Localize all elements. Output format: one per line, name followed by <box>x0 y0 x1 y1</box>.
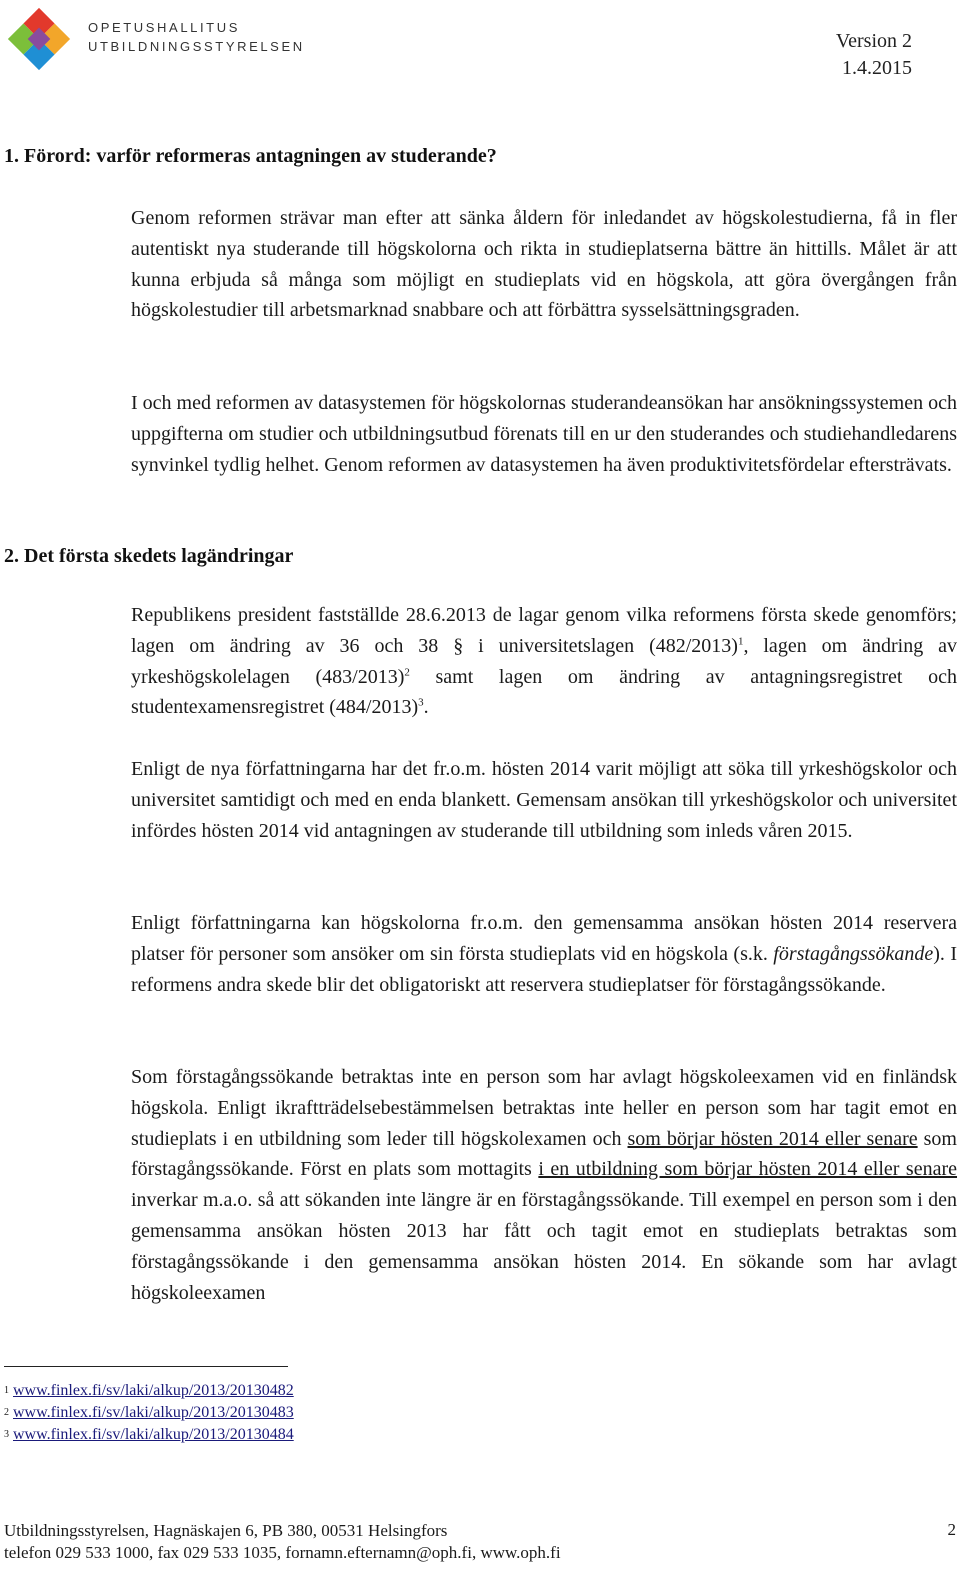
section2-paragraph-2: Enligt de nya författningarna har det fr.o.m. hösten 2014 varit möjligt att söka till yrkeshögskolor och universitet samtidigt och med en enda blankett. Gemensam ansökan till yrkeshögskolor och universitet infördes hösten 2014 vid antagningen av studerande till utbildning som inleds våren 2015. <box>131 758 957 842</box>
footnote-number: 2 <box>4 1407 9 1418</box>
paragraph-text: Republikens president fastställde 28.6.2013 de lagar genom vilka reformens första skede genomförs; lagen om ändring av 36 och 38 § i universitetslagen (482/2013) <box>131 604 957 657</box>
document-date: 1.4.2015 <box>842 57 912 79</box>
footnote-1 <box>4 1380 294 1402</box>
page-number: 2 <box>947 1520 956 1539</box>
document-version: Version 2 <box>835 30 912 52</box>
paragraph-text: . <box>423 696 429 719</box>
footer-address: Utbildningsstyrelsen, Hagnäskajen 6, PB 380, 00531 Helsingfors <box>4 1521 448 1540</box>
paragraph-text: som förstagångssökande. Först en plats som mottagits <box>131 1127 957 1181</box>
footnote-number: 3 <box>4 1429 9 1440</box>
section-heading-1: 1. Förord: varför reformeras antagningen av studerande? <box>4 145 497 167</box>
paragraph-text: samt lagen om ändring av antagningsregistret och studentexamensregistret (484/2013) <box>131 665 957 719</box>
org-name-finnish: OPETUSHALLITUS <box>88 20 240 35</box>
footnote-2 <box>4 1402 294 1424</box>
section2-paragraph-3 <box>131 908 957 1000</box>
footnote-link-2[interactable]: www.finlex.fi/sv/laki/alkup/2013/20130483 <box>13 1404 294 1421</box>
paragraph-text: Som förstagångssökande betraktas inte en person som har avlagt högskoleexamen vid en finländsk högskola. Enligt ikraftträdelsebestämmelsen betraktas inte heller en person som har tagit emot en studieplats i en utbildning som leder till högskolexamen och <box>131 1066 957 1150</box>
footnote-ref-2[interactable]: 2 <box>404 665 410 678</box>
section-heading-2: 2. Det första skedets lagändringar <box>4 545 294 567</box>
italic-term: förstagångssökande <box>773 942 934 965</box>
paragraph-text: inverkar m.a.o. så att sökanden inte längre är en förstagångssökande. Till exempel en person som i den gemensamma ansökan hösten 2013 har fått och tagit emot en studieplats betraktas som förstagångssökande i den gemensamma ansökan hösten 2014. En sökande som har avlagt högskoleexamen <box>131 1189 957 1304</box>
footer-contact: telefon 029 533 1000, fax 029 533 1035, fornamn.efternamn@oph.fi, www.oph.fi <box>4 1543 561 1562</box>
section1-paragraph-2: I och med reformen av datasystemen för högskolornas studerandeansökan har ansökningssystemen och uppgifterna om studier och utbildningsutbud förenats till en ur den studerandes och studiehandledarens synvinkel tydlig helhet. Genom reformen av datasystemen ha även produktivitetsfördelar eftersträvats. <box>131 392 957 476</box>
section1-paragraph-1: Genom reformen strävar man efter att sänka åldern för inledandet av högskolestudierna, få in fler autentiskt nya studerande till högskolorna och rikta in studieplatserna bättre än hittills. Målet är att kunna erbjuda så många som möjligt en studieplats vid en högskola, att göra övergången från högskolestudier till arbetsmarknad snabbare och att förbättra sysselsättningsgraden. <box>131 207 957 322</box>
underlined-phrase-1: som börjar hösten 2014 eller senare <box>627 1127 918 1150</box>
footnote-link-3[interactable]: www.finlex.fi/sv/laki/alkup/2013/20130484 <box>13 1426 294 1443</box>
footnote-ref-1[interactable]: 1 <box>737 635 744 648</box>
footnote-number: 1 <box>4 1385 9 1396</box>
footnote-ref-3[interactable]: 3 <box>418 696 424 709</box>
underlined-phrase-2: i en utbildning som börjar hösten 2014 eller senare <box>538 1158 958 1181</box>
paragraph-text: , lagen om ändring av yrkeshögskolelagen (483/2013) <box>131 634 958 688</box>
paragraph-text: Enligt författningarna kan högskolorna fr.o.m. den gemensamma ansökan hösten 2014 reservera platser för personer som ansöker om sin första studieplats vid en högskola (s.k. <box>131 912 957 965</box>
footnote-3 <box>4 1424 294 1446</box>
section2-paragraph-4 <box>131 1062 957 1308</box>
section2-paragraph-1 <box>131 600 957 723</box>
paragraph-text: ). I reformens andra skede blir det obligatoriskt att reservera studieplatser för förstagångssökande. <box>131 942 957 996</box>
footnote-link-1[interactable]: www.finlex.fi/sv/laki/alkup/2013/20130482 <box>13 1382 294 1399</box>
org-name-swedish: UTBILDNINGSSTYRELSEN <box>88 39 305 54</box>
oph-logo-icon <box>4 4 74 74</box>
footnote-separator <box>4 1366 288 1367</box>
